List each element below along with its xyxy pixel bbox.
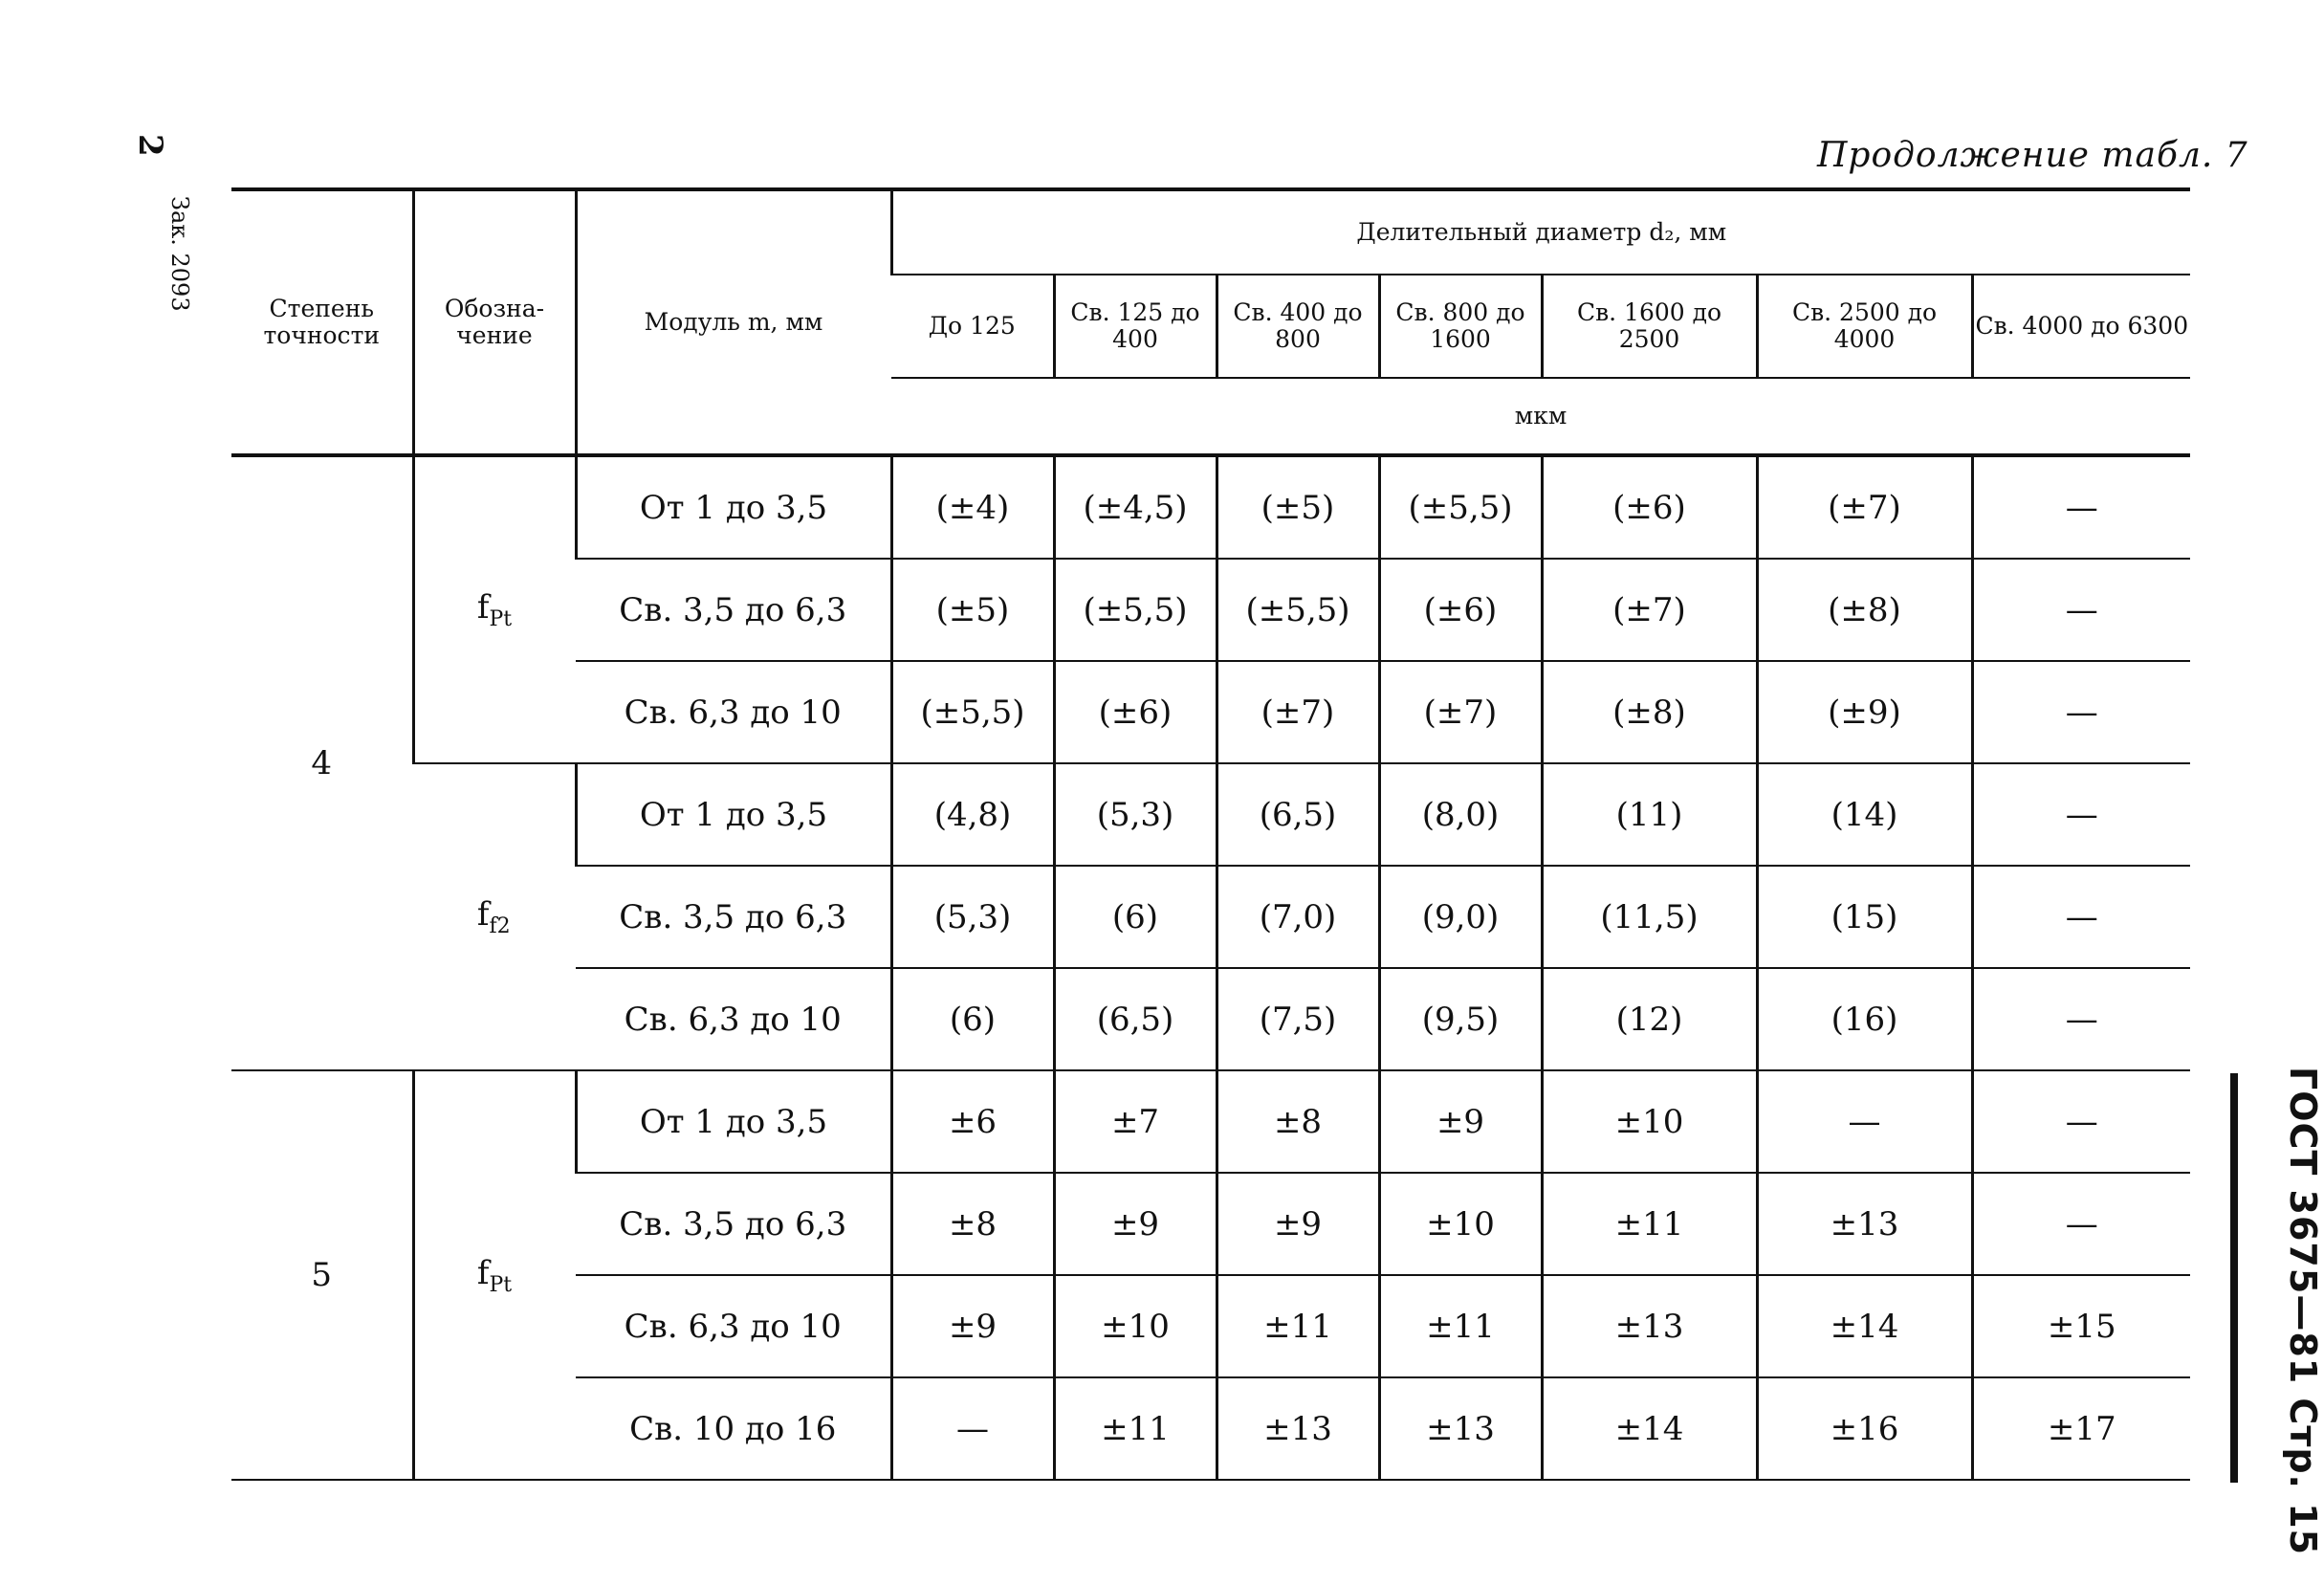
value-cell: (5,3) xyxy=(1054,763,1217,866)
standard-page-label: ГОСТ 3675—81 Стр. 15 xyxy=(2282,1067,2324,1556)
value-cell: (±7) xyxy=(1542,559,1757,661)
value-cell: (±4,5) xyxy=(1054,455,1217,559)
value-cell: (8,0) xyxy=(1379,763,1542,866)
symbol-cell xyxy=(413,1070,576,1480)
value-cell: — xyxy=(1972,968,2190,1070)
table-continuation-caption: Продолжение табл. 7 xyxy=(1817,136,2248,175)
value-cell: (±5,5) xyxy=(891,661,1054,763)
header-range: Св. 125 до 400 xyxy=(1054,275,1217,378)
symbol-subscript: Pt xyxy=(489,606,513,631)
header-range: Св. 800 до 1600 xyxy=(1379,275,1542,378)
value-cell: — xyxy=(1972,661,2190,763)
header-grade: Степень точности xyxy=(231,189,413,455)
value-cell: — xyxy=(1972,1173,2190,1275)
value-cell: (6) xyxy=(891,968,1054,1070)
value-cell: ±11 xyxy=(1054,1377,1217,1480)
value-cell: (±5) xyxy=(891,559,1054,661)
module-cell: Св. 6,3 до 10 xyxy=(576,968,891,1070)
value-cell: ±14 xyxy=(1542,1377,1757,1480)
header-diameter-group: Делительный диаметр d₂, мм xyxy=(891,189,2190,275)
header-range: Св. 400 до 800 xyxy=(1217,275,1379,378)
value-cell: — xyxy=(891,1377,1054,1480)
module-cell: Св. 3,5 до 6,3 xyxy=(576,559,891,661)
value-cell: (6,5) xyxy=(1217,763,1379,866)
module-cell: Св. 6,3 до 10 xyxy=(576,1275,891,1377)
header-unit: мкм xyxy=(891,378,2190,455)
value-cell: ±16 xyxy=(1757,1377,1972,1480)
grade-cell: 4 xyxy=(231,455,413,1070)
header-range: До 125 xyxy=(891,275,1054,378)
value-cell: ±9 xyxy=(1379,1070,1542,1173)
value-cell: (6) xyxy=(1054,866,1217,968)
header-symbol: Обозна-чение xyxy=(413,189,576,455)
value-cell: ±9 xyxy=(891,1275,1054,1377)
table-row xyxy=(231,455,2190,559)
header-range: Св. 4000 до 6300 xyxy=(1972,275,2190,378)
value-cell: ±11 xyxy=(1217,1275,1379,1377)
value-cell: ±13 xyxy=(1542,1275,1757,1377)
value-cell: ±10 xyxy=(1054,1275,1217,1377)
value-cell: ±6 xyxy=(891,1070,1054,1173)
value-cell: (9,0) xyxy=(1379,866,1542,968)
value-cell: ±13 xyxy=(1379,1377,1542,1480)
value-cell: (5,3) xyxy=(891,866,1054,968)
value-cell: ±10 xyxy=(1379,1173,1542,1275)
value-cell: — xyxy=(1972,866,2190,968)
value-cell: (12) xyxy=(1542,968,1757,1070)
value-cell: ±11 xyxy=(1542,1173,1757,1275)
header-module: Модуль m, мм xyxy=(576,189,891,455)
value-cell: (15) xyxy=(1757,866,1972,968)
order-number: Зак. 2093 xyxy=(166,196,193,312)
module-cell: От 1 до 3,5 xyxy=(576,455,891,559)
value-cell: (±7) xyxy=(1217,661,1379,763)
value-cell: ±7 xyxy=(1054,1070,1217,1173)
symbol-main: f xyxy=(476,588,490,627)
value-cell: (±5,5) xyxy=(1054,559,1217,661)
value-cell: (±5) xyxy=(1217,455,1379,559)
header-range: Св. 1600 до 2500 xyxy=(1542,275,1757,378)
value-cell: ±15 xyxy=(1972,1275,2190,1377)
value-cell: (±9) xyxy=(1757,661,1972,763)
value-cell: ±14 xyxy=(1757,1275,1972,1377)
value-cell: ±11 xyxy=(1379,1275,1542,1377)
value-cell: — xyxy=(1757,1070,1972,1173)
table-body xyxy=(231,455,2190,1480)
module-cell: От 1 до 3,5 xyxy=(576,763,891,866)
value-cell: ±8 xyxy=(891,1173,1054,1275)
module-cell: Св. 6,3 до 10 xyxy=(576,661,891,763)
table-row xyxy=(231,763,2190,866)
value-cell: (±6) xyxy=(1054,661,1217,763)
symbol-cell xyxy=(413,763,576,1070)
value-cell: ±10 xyxy=(1542,1070,1757,1173)
value-cell: (16) xyxy=(1757,968,1972,1070)
value-cell: (±8) xyxy=(1757,559,1972,661)
page-number: 2 xyxy=(131,134,169,157)
module-cell: Св. 3,5 до 6,3 xyxy=(576,866,891,968)
value-cell: ±13 xyxy=(1757,1173,1972,1275)
value-cell: (±4) xyxy=(891,455,1054,559)
module-cell: От 1 до 3,5 xyxy=(576,1070,891,1173)
header-range: Св. 2500 до 4000 xyxy=(1757,275,1972,378)
value-cell: (±5,5) xyxy=(1217,559,1379,661)
value-cell: — xyxy=(1972,763,2190,866)
value-cell: — xyxy=(1972,1070,2190,1173)
value-cell: ±13 xyxy=(1217,1377,1379,1480)
symbol-cell xyxy=(413,455,576,763)
value-cell: (±7) xyxy=(1379,661,1542,763)
symbol-subscript: Pt xyxy=(489,1272,513,1297)
value-cell: (11) xyxy=(1542,763,1757,866)
value-cell: (±6) xyxy=(1379,559,1542,661)
symbol-main: f xyxy=(476,895,490,935)
value-cell: — xyxy=(1972,559,2190,661)
value-cell: (6,5) xyxy=(1054,968,1217,1070)
module-cell: Св. 3,5 до 6,3 xyxy=(576,1173,891,1275)
value-cell: (±5,5) xyxy=(1379,455,1542,559)
value-cell: (11,5) xyxy=(1542,866,1757,968)
value-cell: (±7) xyxy=(1757,455,1972,559)
value-cell: ±17 xyxy=(1972,1377,2190,1480)
symbol-subscript: f2 xyxy=(489,914,511,938)
value-cell: (±8) xyxy=(1542,661,1757,763)
value-cell: (4,8) xyxy=(891,763,1054,866)
value-cell: — xyxy=(1972,455,2190,559)
side-rule xyxy=(2230,1073,2238,1483)
value-cell: ±8 xyxy=(1217,1070,1379,1173)
value-cell: (7,0) xyxy=(1217,866,1379,968)
value-cell: (9,5) xyxy=(1379,968,1542,1070)
tolerance-table xyxy=(231,187,2190,1481)
value-cell: (±6) xyxy=(1542,455,1757,559)
symbol-main: f xyxy=(476,1253,490,1292)
value-cell: ±9 xyxy=(1054,1173,1217,1275)
value-cell: (14) xyxy=(1757,763,1972,866)
grade-cell: 5 xyxy=(231,1070,413,1480)
value-cell: (7,5) xyxy=(1217,968,1379,1070)
value-cell: ±9 xyxy=(1217,1173,1379,1275)
table-row xyxy=(231,1070,2190,1173)
module-cell: Св. 10 до 16 xyxy=(576,1377,891,1480)
